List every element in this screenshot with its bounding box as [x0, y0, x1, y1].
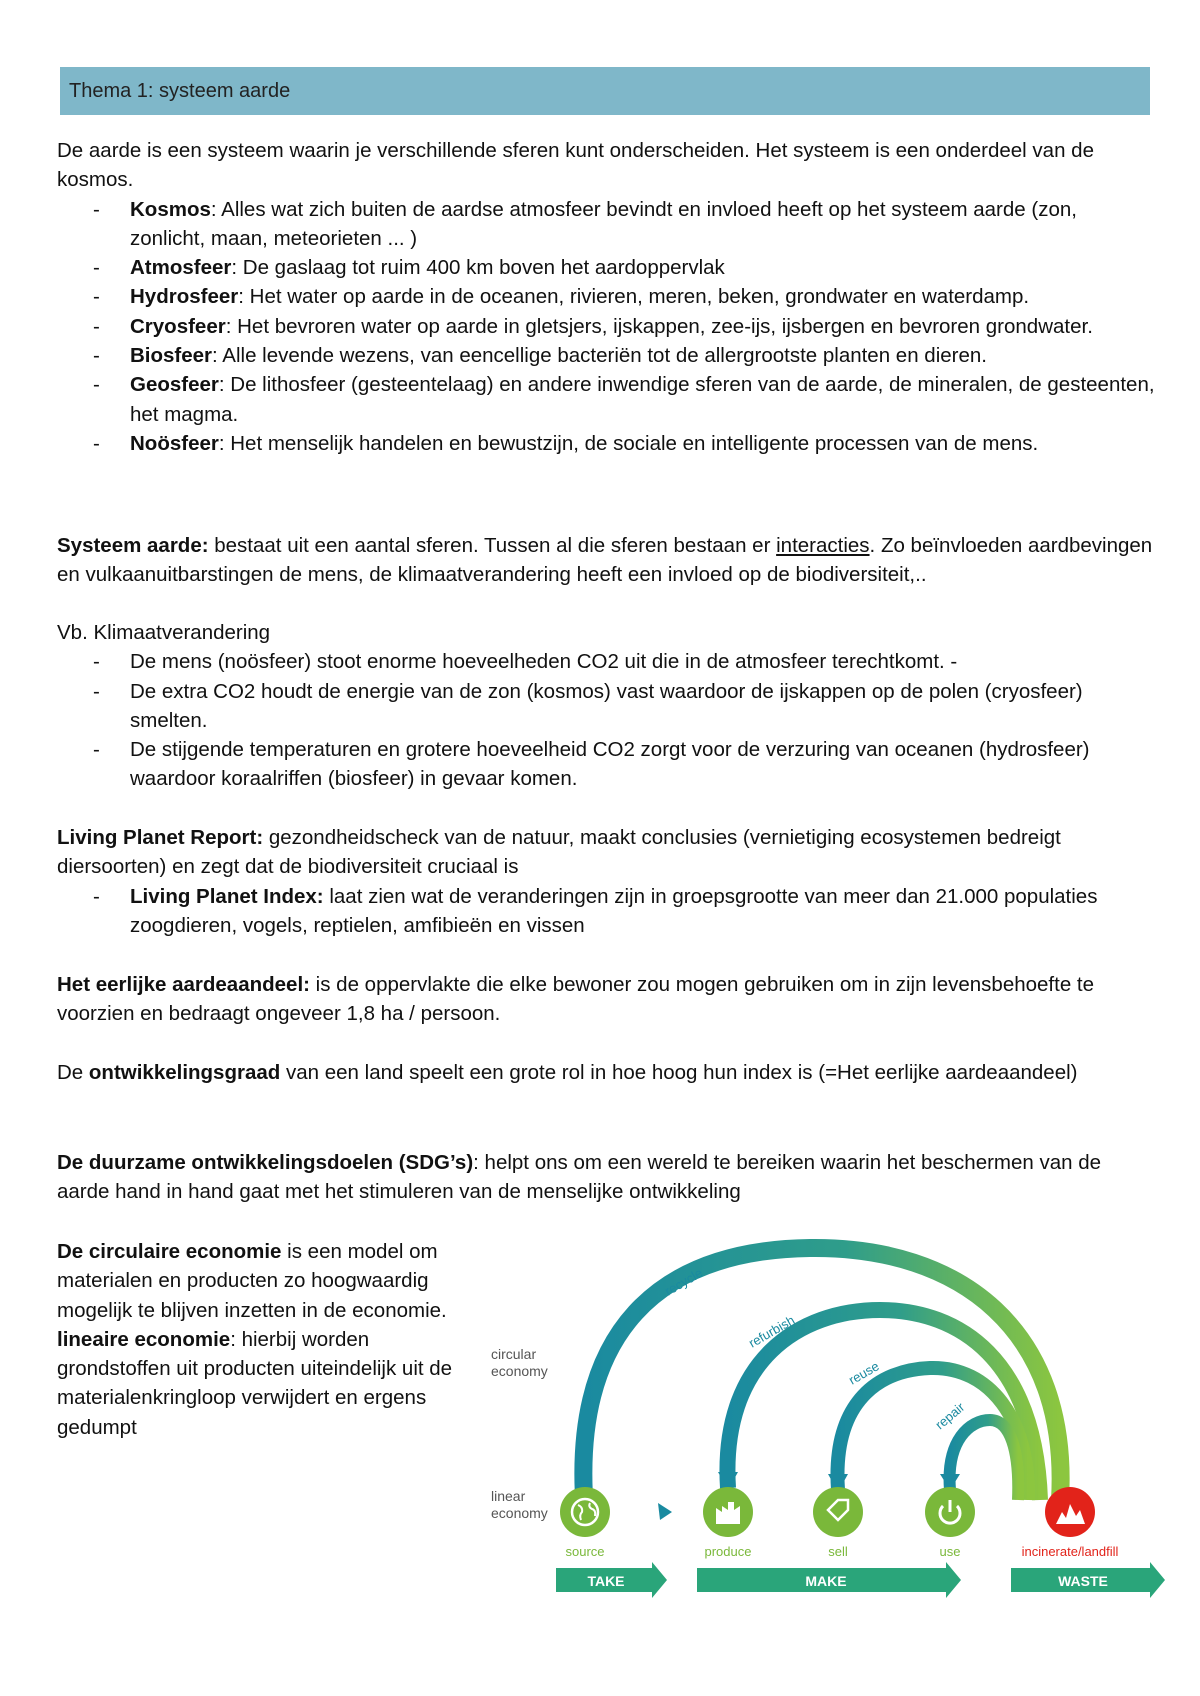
- linear-economy-label-2: economy: [491, 1505, 548, 1521]
- reuse-loop: [837, 1368, 1028, 1500]
- list-item-text: : De lithosfeer (gesteentelaag) en andere inwendige sferen van de aarde, de mineralen, de gesteenten, het magma.: [130, 373, 1155, 426]
- eerlijk-text: is de oppervlakte die elke bewoner zou mogen gebruiken om in zijn levensbehoefte te voorzien en bedraagt ongeveer 1,8 ha / persoon.: [57, 973, 1095, 1026]
- sdg-term: De duurzame ontwikkelingsdoelen (SDG’s): [57, 1151, 474, 1174]
- living-planet-section: [57, 823, 1157, 940]
- eerlijk-term: Het eerlijke aardeaandeel:: [57, 973, 310, 996]
- list-item: [57, 882, 1157, 941]
- phase-label-waste: WASTE: [1058, 1573, 1108, 1589]
- living-planet-paragraph: [57, 823, 1157, 882]
- list-item-text: : Alle levende wezens, van eencellige bacteriën tot de allergrootste planten en dieren.: [212, 344, 987, 368]
- repair-loop: [950, 1420, 1019, 1500]
- living-planet-term: Living Planet Report:: [57, 826, 264, 849]
- sell-node: [813, 1487, 863, 1537]
- living-planet-text: gezondheidscheck van de natuur, maakt conclusies (vernietiging ecosystemen bedreigt diersoorten) en zegt dat de biodiversiteit cruciaal is: [57, 826, 1061, 879]
- circular-economy-label-2: economy: [491, 1363, 548, 1379]
- loop-label-reuse: reuse: [846, 1358, 882, 1388]
- intro-text: De aarde is een systeem waarin je verschillende sferen kunt onderscheiden. Het systeem is een onderdeel van de kosmos.: [57, 139, 1094, 192]
- list-item: - De extra CO2 houdt de energie van de zon (kosmos) vast waardoor de ijskappen op de polen (cryosfeer) smelten.: [57, 677, 1157, 736]
- node-label-use: use: [939, 1544, 961, 1559]
- list-item-text: : Het bevroren water op aarde in gletsjers, ijskappen, zee-ijs, ijsbergen en bevroren grondwater.: [225, 314, 1093, 338]
- list-item-text: : De gaslaag tot ruim 400 km boven het aardoppervlak: [231, 256, 725, 280]
- lineair-term: lineaire economie: [57, 1327, 231, 1351]
- node-label-source: source: [565, 1544, 605, 1559]
- intro-section: [57, 136, 1157, 458]
- sdg-text: : helpt ons om een wereld te bereiken waarin het beschermen van de aarde hand in hand gaat met het stimuleren van de menselijke ontwikkeling: [57, 1151, 1102, 1204]
- circulair-paragraph: [57, 1237, 477, 1325]
- klimaat-heading: Vb. Klimaatverandering: [57, 621, 271, 644]
- sdg-paragraph: [57, 1148, 1157, 1207]
- circulair-text: is een model om materialen en producten zo hoogwaardig mogelijk te blijven inzetten in de economie.: [57, 1240, 447, 1322]
- list-item: [57, 312, 1157, 341]
- systeem-paragraph: [57, 531, 1157, 590]
- ontwikkeling-text: van een land speelt een grote rol in hoe hoog hun index is (=Het eerlijke aardeaandeel): [280, 1061, 1078, 1084]
- node-label-produce: produce: [704, 1544, 752, 1559]
- lineair-text: : hierbij worden grondstoffen uit producten uiteindelijk uit de materialenkringloop verwijdert en ergens gedumpt: [57, 1327, 453, 1439]
- phase-label-make: MAKE: [805, 1573, 847, 1589]
- list-item-term: Geosfeer: [130, 373, 219, 397]
- list-item-term: Cryosfeer: [130, 314, 226, 338]
- eerlijk-paragraph: [57, 970, 1157, 1029]
- loop-label-refurbish: refurbish: [746, 1312, 798, 1351]
- linear-economy-label-1: linear: [491, 1488, 526, 1504]
- eerlijk-section: [57, 970, 1157, 1029]
- living-planet-list: [57, 882, 1157, 941]
- list-item-text: laat zien wat de veranderingen zijn in groepsgrootte van meer dan 21.000 populaties zoogdieren, vogels, reptielen, amfibieën en vissen: [130, 884, 1098, 937]
- ontwikkeling-paragraph: [57, 1058, 1157, 1087]
- systeem-text: bestaat uit een aantal sferen. Tussen al die sferen bestaan er: [208, 534, 777, 557]
- list-item: - De mens (noösfeer) stoot enorme hoeveelheden CO2 uit die in de atmosfeer terechtkomt. -: [57, 647, 1157, 676]
- list-item: - De stijgende temperaturen en grotere hoeveelheid CO2 zorgt voor de verzuring van oceanen (hydrosfeer) waardoor koraalriffen (biosfeer) in gevaar komen.: [57, 735, 1157, 794]
- phase-label-take: TAKE: [587, 1573, 625, 1589]
- list-item: [57, 341, 1157, 370]
- list-item-term: Biosfeer: [130, 344, 213, 368]
- interacties-link: interacties: [776, 534, 870, 557]
- circular-economy-diagram: [480, 1230, 1180, 1610]
- node-label-sell: sell: [828, 1544, 848, 1559]
- list-item-term: Hydrosfeer: [130, 285, 239, 309]
- spheres-list: [57, 195, 1157, 459]
- circulair-section: [57, 1237, 477, 1442]
- systeem-section: [57, 531, 1157, 590]
- list-item: [57, 282, 1157, 311]
- list-item-term: Kosmos: [130, 197, 211, 221]
- systeem-text-end: . Zo beïnvloeden aardbevingen en vulkaanuitbarstingen de mens, de klimaatverandering heeft een invloed op de biodiversiteit,..: [57, 534, 1153, 587]
- loop-label-repair: repair: [932, 1399, 968, 1433]
- list-item-text: : Het menselijk handelen en bewustzijn, de sociale en intelligente processen van de mens.: [218, 431, 1039, 455]
- list-item-term: Living Planet Index:: [130, 884, 324, 908]
- ontwikkeling-text-start: De: [57, 1061, 89, 1084]
- klimaat-section: [57, 618, 1157, 794]
- klimaat-list: [57, 647, 1157, 793]
- ontwikkeling-term: ontwikkelingsgraad: [88, 1061, 281, 1084]
- list-item-term: Noösfeer: [130, 431, 219, 455]
- circular-economy-label-1: circular: [491, 1346, 537, 1362]
- source-node: [560, 1487, 610, 1537]
- list-item: [57, 429, 1157, 458]
- page-title: Thema 1: systeem aarde: [60, 67, 1150, 115]
- loop-label-recycle: recycle: [662, 1265, 706, 1299]
- list-item: [57, 370, 1157, 429]
- circulair-term: De circulaire economie: [57, 1240, 282, 1263]
- ontwikkeling-section: [57, 1058, 1157, 1087]
- lineair-paragraph: [57, 1325, 477, 1442]
- list-item-text: : Het water op aarde in de oceanen, rivieren, meren, beken, grondwater en waterdamp.: [238, 285, 1030, 309]
- list-item-text: : Alles wat zich buiten de aardse atmosfeer bevindt en invloed heeft op het systeem aarde (zon, zonlicht, maan, meteorieten ... ): [130, 197, 1077, 250]
- list-item: [57, 195, 1157, 254]
- list-item-term: Atmosfeer: [130, 256, 232, 280]
- list-item: [57, 253, 1157, 282]
- node-label-incinerate: incinerate/landfill: [1021, 1544, 1119, 1559]
- systeem-term: Systeem aarde:: [57, 534, 209, 557]
- sdg-section: [57, 1148, 1157, 1207]
